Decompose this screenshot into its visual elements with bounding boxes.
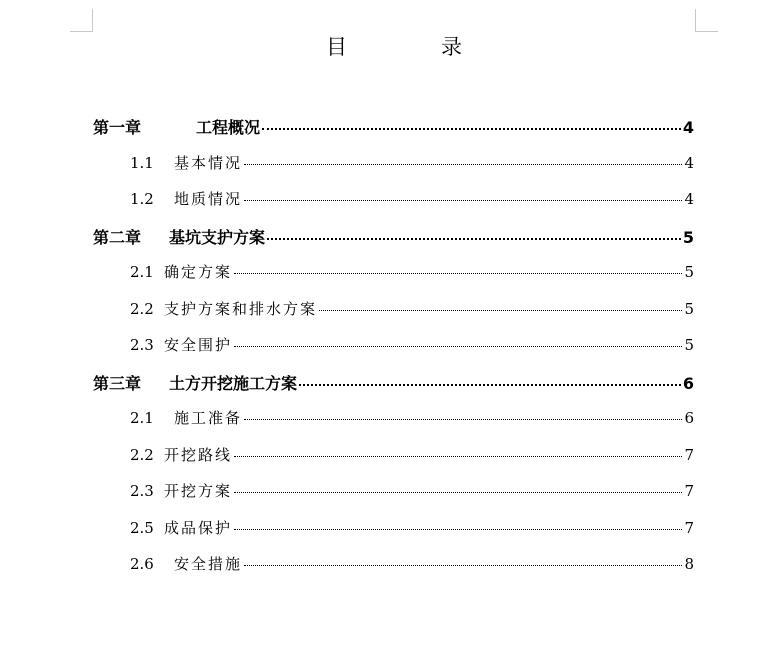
toc-entry-text: 土方开挖施工方案 <box>169 374 298 393</box>
toc-entry-text: 安全围护 <box>164 336 233 354</box>
toc-page-number: 5 <box>682 228 694 247</box>
toc-page-number: 8 <box>684 555 694 573</box>
toc-chapter-number: 第二章 <box>93 228 142 247</box>
toc-dot-leader <box>244 200 682 201</box>
toc-section-entry[interactable] <box>93 553 694 577</box>
toc-entry-text: 基坑支护方案 <box>169 228 266 247</box>
toc-section-entry[interactable] <box>93 261 694 285</box>
toc-section-entry[interactable] <box>93 152 694 176</box>
toc-page-number: 4 <box>684 154 694 172</box>
toc-section-number: 2.5 <box>130 519 154 537</box>
toc-section-entry[interactable] <box>93 480 694 504</box>
toc-chapter-entry[interactable] <box>93 225 694 249</box>
toc-dot-leader <box>234 529 682 530</box>
toc-dot-leader <box>244 164 682 165</box>
toc-section-number: 2.2 <box>130 446 154 464</box>
toc-entry-text: 施工准备 <box>174 409 243 427</box>
toc-section-entry[interactable] <box>93 444 694 468</box>
toc-entry-text: 开挖方案 <box>164 482 233 500</box>
toc-dot-leader <box>244 565 682 566</box>
toc-section-number: 2.2 <box>130 300 154 318</box>
toc-dot-leader <box>267 238 681 240</box>
toc-chapter-number: 第一章 <box>93 118 142 137</box>
toc-heading-char-2: 录 <box>441 35 462 59</box>
toc-dot-leader <box>234 492 682 493</box>
toc-page-number: 4 <box>682 118 694 137</box>
toc-entry-text: 支护方案和排水方案 <box>164 300 318 318</box>
toc-section-number: 2.1 <box>130 409 154 427</box>
toc-page-number: 7 <box>684 519 694 537</box>
toc-page-number: 6 <box>684 409 694 427</box>
toc-chapter-entry[interactable] <box>93 115 694 139</box>
toc-entry-text: 地质情况 <box>174 190 243 208</box>
toc-entry-text: 安全措施 <box>174 555 243 573</box>
toc-page-number: 5 <box>684 300 694 318</box>
toc-entry-text: 开挖路线 <box>164 446 233 464</box>
toc-section-number: 2.3 <box>130 336 154 354</box>
toc-entry-text: 确定方案 <box>164 263 233 281</box>
toc-section-number: 2.1 <box>130 263 154 281</box>
toc-section-entry[interactable] <box>93 517 694 541</box>
toc-section-number: 2.3 <box>130 482 154 500</box>
toc-section-number: 1.1 <box>130 154 154 172</box>
toc-chapter-number: 第三章 <box>93 374 142 393</box>
toc-page-number: 5 <box>684 336 694 354</box>
toc-section-entry[interactable] <box>93 407 694 431</box>
toc-dot-leader <box>244 419 682 420</box>
toc-dot-leader <box>299 384 681 386</box>
toc-section-number: 2.6 <box>130 555 154 573</box>
toc-heading-char-1: 目 <box>326 35 347 59</box>
toc-section-entry[interactable] <box>93 188 694 212</box>
toc-page-number: 6 <box>682 374 694 393</box>
toc-dot-leader <box>234 346 682 347</box>
toc-section-number: 1.2 <box>130 190 154 208</box>
toc-dot-leader <box>319 310 682 311</box>
toc-dot-leader <box>234 273 682 274</box>
toc-page-number: 7 <box>684 446 694 464</box>
toc-section-entry[interactable] <box>93 334 694 358</box>
crop-mark-top-left <box>70 9 93 32</box>
toc-page-number: 4 <box>684 190 694 208</box>
toc-page-number: 7 <box>684 482 694 500</box>
toc-entry-text: 基本情况 <box>174 154 243 172</box>
toc-entry-text: 工程概况 <box>196 118 261 137</box>
toc-section-entry[interactable] <box>93 298 694 322</box>
toc-chapter-entry[interactable] <box>93 371 694 395</box>
toc-entry-text: 成品保护 <box>164 519 233 537</box>
toc-dot-leader <box>262 128 681 130</box>
crop-mark-top-right <box>695 9 718 32</box>
toc-dot-leader <box>234 456 682 457</box>
toc-page-number: 5 <box>684 263 694 281</box>
